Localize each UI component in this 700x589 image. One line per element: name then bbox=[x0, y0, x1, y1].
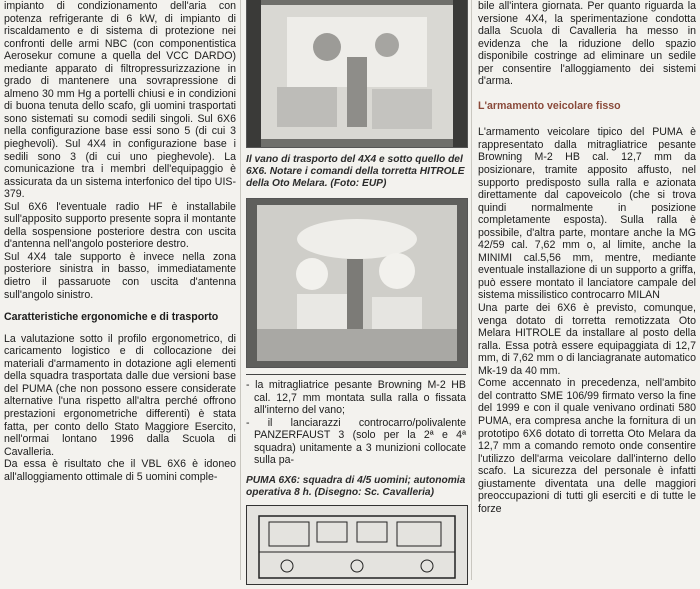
vehicle-layout-drawing bbox=[246, 505, 468, 585]
paragraph: L'armamento veicolare tipico del PUMA è rappresentato dalla mitragliatrice pesante Browning M-2 HB cal. 12,7 mm da posizionare, tramite apposito affusto, nel supporto predisposto sulla ralla e azionata direttamente dal capoveicolo (che si trova quindi normalmente in posizione completamente esposta). Sulla ralla è possibile, d'altra parte, montare anche la MG 42/59 cal. 7,62 mm o, al limite, anche la MINIMI cal.5,56 mm, mentre, mediante eventuale installazione di un supporto a griffa, può essere montato il lanciatore campale del sistema missilistico controcarro MILAN bbox=[478, 126, 696, 302]
paragraph: Una parte dei 6X6 è previsto, comunque, venga dotato di torretta remotizzata Oto Melara HITROLE da installare al posto della ralla. Essa potrà essere equipaggiata di 12,7 mm, di 7,62 mm o di lanciagranate automatico Mk-19 da 40 mm. bbox=[478, 302, 696, 377]
paragraph: Sul 6X6 l'eventuale radio HF è installabile sull'apposito supporto presente sopra il montante della sospensione posteriore destra con uscita d'antenna nell'angolo posteriore destro. bbox=[4, 200, 236, 251]
paragraph: bile all'intera giornata. Per quanto riguarda la versione 4X4, la sperimentazione condotta dalla Scuola di Cavalleria ha messo in evidenza che la riduzione dello spazio disponibile costringe ad eliminare un sedile per consentire l'alloggiamento dei sistemi d'arma. bbox=[478, 0, 696, 88]
vehicle-interior-photo-6x6 bbox=[246, 198, 468, 368]
equipment-list bbox=[246, 379, 466, 467]
paragraph: impianto di condizionamento dell'aria con potenza refrigerante di 6 kW, di impianto di riscaldamento e di sistema di protezione nei confronti delle armi NBC (con componentistica Aerosekur comune a quella del VCC DARDO) mediante apparato di filtropressurizzazione in grado di mantenere una sovrapressione di almeno 30 mm Hg a portelli chiusi e in condizioni di buona tenuta dello scafo, gli uomini trasportati sono sistemati su comodi sedili singoli. Sul 6X6 nella configurazione base essi sono 5 (di cui 3 pieghevoli). Sul 4X4 in configurazione base i sedili sono 3 (di cui uno pieghevole). La comunicazione tra i membri dell'equipaggio è assicurata da un sistema interfonico del tipo UIS-379. bbox=[4, 0, 236, 201]
drawing-caption: PUMA 6X6: squadra di 4/5 uomini; autonomia operativa 8 h. (Disegno: Sc. Cavalleria) bbox=[246, 474, 466, 498]
list-item: - il lanciarazzi controcarro/polivalente PANZERFAUST 3 (solo per la 2ª e 4ª squadra) unitamente a 3 munizioni collocate sulla pa- bbox=[246, 416, 466, 467]
photo-caption: Il vano di trasporto del 4X4 e sotto quello del 6X6. Notare i comandi della torretta HITROLE della Oto Melara. (Foto: EUP) bbox=[246, 154, 465, 189]
vehicle-interior-photo-4x4 bbox=[246, 0, 468, 148]
paragraph: Sul 4X4 tale supporto è invece nella zona posteriore sinistra in basso, immediatamente dietro il passaruote con uscita d'antenna sull'angolo sinistro. bbox=[4, 250, 236, 301]
right-column bbox=[478, 0, 696, 515]
paragraph: La valutazione sotto il profilo ergonometrico, di caricamento logistico e di collocazione dei materiali d'armamento in dotazione agli elementi della squadra trasportata dalle due versioni base del PUMA (che non possono essere considerate alternative l'una rispetto all'altra perché offrono prestazioni ergonometriche differenti) è stata fatta, per conto dello Stato Maggiore Esercito, nell'ormai lontano 1996 dalla Scuola di Cavalleria. bbox=[4, 332, 236, 458]
paragraph: Come accennato in precedenza, nell'ambito del contratto SME 106/99 firmato verso la fine del 1999 e con il quale venivano ordinati 580 PUMA, era compresa anche la fornitura di un prototipo 6X6 dotato di torretta Oto Melara da 12,7 mm a comando remoto onde consentire l'utilizzo dell'arma veicolare dall'interno dello scafo. La sicurezza del personale è infatti giustamente diventata una delle maggiori preoccupazioni di tutti gli eserciti e di tutte le forze bbox=[478, 377, 696, 515]
column-divider bbox=[471, 0, 472, 580]
paragraph: Da essa è risultato che il VBL 6X6 è idoneo all'alloggiamento ottimale di 5 uomini comple- bbox=[4, 458, 236, 483]
section-heading: Caratteristiche ergonomiche e di trasporto bbox=[4, 311, 219, 324]
section-heading: L'armamento veicolare fisso bbox=[478, 99, 621, 112]
caption-divider bbox=[246, 374, 466, 375]
list-item: - la mitragliatrice pesante Browning M-2 HB cal. 12,7 mm montata sulla ralla o fissata all'interno del vano; bbox=[246, 379, 466, 417]
column-divider bbox=[240, 0, 241, 580]
middle-column bbox=[246, 0, 466, 585]
left-column bbox=[4, 0, 236, 483]
